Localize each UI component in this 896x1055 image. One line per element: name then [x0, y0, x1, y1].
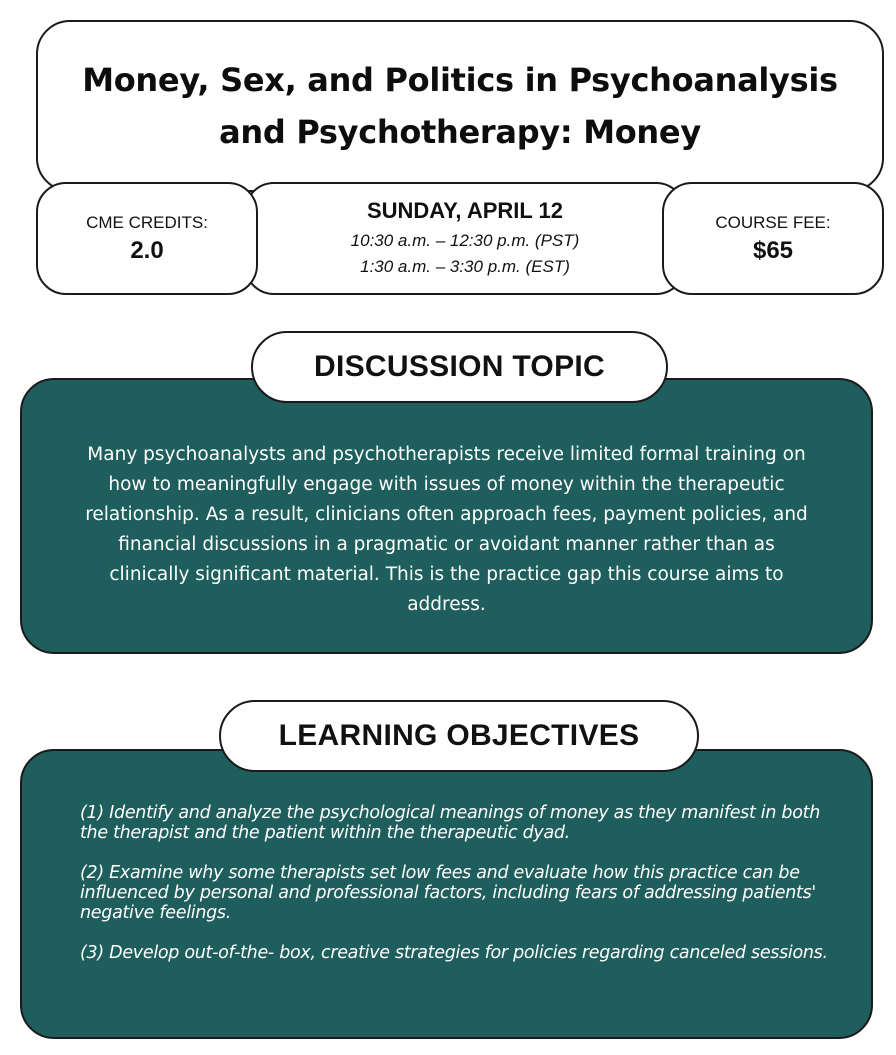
schedule-box [244, 182, 686, 295]
discussion-body: Many psychoanalysts and psychotherapists receive limited formal training on how to meaningfully engage with issues of money within the therapeutic relationship. As a result, clinicians often approach fees, payment policies, and financial discussions in a pragmatic or avoidant manner rather than as clinically significant material. This is the practice gap this course aims to address. [85, 444, 808, 615]
fee-label: COURSE FEE: [715, 212, 831, 232]
fee-box [662, 182, 884, 295]
course-date: SUNDAY, APRIL 12 [366, 197, 564, 223]
objective-item: (2) Examine why some therapists set low fees and evaluate how this practice can be influenced by personal and professional factors, including fears of addressing patients' negative feelings. [80, 863, 816, 923]
objective-item: (3) Develop out-of-the- box, creative strategies for policies regarding canceled sessions. [80, 943, 828, 963]
fee-value: $65 [752, 236, 794, 264]
time-pst: 10:30 a.m. – 12:30 p.m. (PST) [350, 230, 580, 250]
title-box [36, 20, 884, 192]
credits-label: CME CREDITS: [86, 212, 208, 232]
discussion-heading-pill [251, 331, 668, 403]
credits-value: 2.0 [130, 236, 164, 264]
course-title: Money, Sex, and Politics in Psychoanalysis and Psychotherapy: Money [82, 61, 838, 151]
objectives-heading: LEARNING OBJECTIVES [278, 719, 640, 752]
objectives-list [80, 803, 831, 983]
discussion-heading: DISCUSSION TOPIC [314, 350, 605, 383]
objectives-heading-pill [219, 700, 699, 772]
discussion-panel [20, 378, 873, 654]
objective-item: (1) Identify and analyze the psychological meanings of money as they manifest in both the therapist and the patient within the therapeutic dyad. [80, 803, 820, 843]
objectives-panel [20, 749, 873, 1039]
time-est: 1:30 a.m. – 3:30 p.m. (EST) [360, 256, 570, 276]
credits-box [36, 182, 258, 295]
